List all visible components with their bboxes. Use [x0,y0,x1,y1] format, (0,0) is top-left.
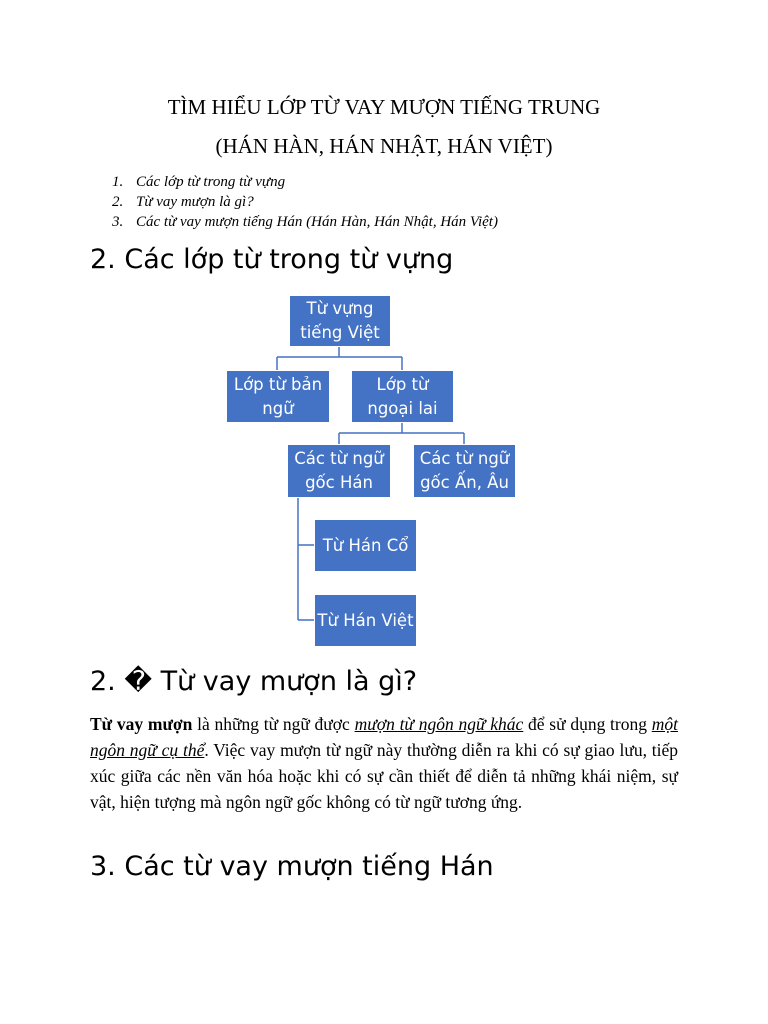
defined-term: Từ vay mượn [90,714,193,734]
section-heading-chinese-loanwords: 3. Các từ vay mượn tiếng Hán [90,851,494,882]
toc-number: 3. [112,214,124,230]
document-title-line-1: TÌM HIỂU LỚP TỪ VAY MƯỢN TIẾNG TRUNG [167,95,601,119]
node-label: Lớp từ bản ngữ [233,374,323,418]
node-label: Từ vựng tiếng Việt [300,299,380,342]
emphasized-phrase: một ngôn ngữ cụ thể [90,714,678,760]
diagram-node-foreign-words [351,370,454,423]
section-heading-vocabulary-layers: 2. Các lớp từ trong từ vựng [90,244,454,275]
toc-number: 2. [112,194,124,210]
node-label: Từ Hán Việt [317,610,414,630]
toc-text: Các từ vay mượn tiếng Hán (Hán Hàn, Hán Nhật, Hán Việt) [136,214,498,230]
node-label: Từ Hán Cổ [322,535,409,555]
node-label: Các từ ngữ gốc Hán [294,449,384,492]
section-heading-loanwords: 2. � Từ vay mượn là gì? [90,666,418,697]
node-label: Lớp từ ngoại lai [367,374,438,418]
paragraph-text: để sử dụng trong [523,714,652,734]
toc-text: Từ vay mượn là gì? [136,194,254,210]
diagram-node-vietnamese-vocabulary [289,295,391,347]
paragraph-text: là những từ ngữ được [192,714,355,734]
diagram-node-ancient-han [314,519,417,572]
diagram-node-native-words [226,370,330,423]
diagram-node-indo-european-origin [413,444,516,498]
emphasized-phrase: mượn từ ngôn ngữ khác [354,714,524,734]
toc-text: Các lớp từ trong từ vựng [136,174,286,190]
paragraph-text: . Việc vay mượn từ ngữ này thường diễn ra khi có sự giao lưu, tiếp xúc giữa các nền văn hóa hoặc khi có sự cần thiết để diễn tả những khái niệm, sự vật, hiện tượng mà ngôn ngữ gốc không có từ ngữ tương ứng. [90,740,678,812]
diagram-node-han-origin [287,444,391,498]
loanword-definition-paragraph [90,711,678,815]
toc-number: 1. [112,174,124,190]
diagram-node-sino-vietnamese [314,594,417,647]
node-label: Các từ ngữ gốc Ấn, Âu [419,449,510,492]
document-title-line-2: (HÁN HÀN, HÁN NHẬT, HÁN VIỆT) [215,134,553,158]
